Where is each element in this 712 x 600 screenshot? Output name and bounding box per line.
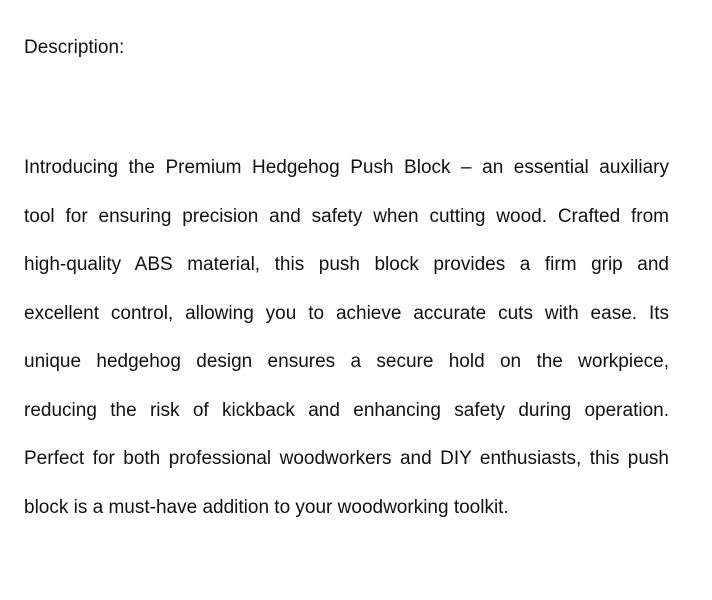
description-body <box>24 154 669 542</box>
document <box>24 34 669 542</box>
description-heading: Description: <box>24 37 125 58</box>
description-line: block is a must-have addition to your woodworking toolkit. <box>24 496 509 518</box>
description-line: Perfect for both professional woodworkers and DIY enthusiasts, this push <box>24 448 669 469</box>
description-line: tool for ensuring precision and safety when cutting wood. Crafted from <box>24 205 669 227</box>
description-line: unique hedgehog design ensures a secure hold on the workpiece, <box>24 351 669 372</box>
description-line: reducing the risk of kickback and enhancing safety during operation. <box>24 399 669 421</box>
description-line: Introducing the Premium Hedgehog Push Block – an essential auxiliary <box>24 157 669 178</box>
description-line: high-quality ABS material, this push block provides a firm grip and <box>24 254 669 275</box>
description-line: excellent control, allowing you to achieve accurate cuts with ease. Its <box>24 302 669 324</box>
